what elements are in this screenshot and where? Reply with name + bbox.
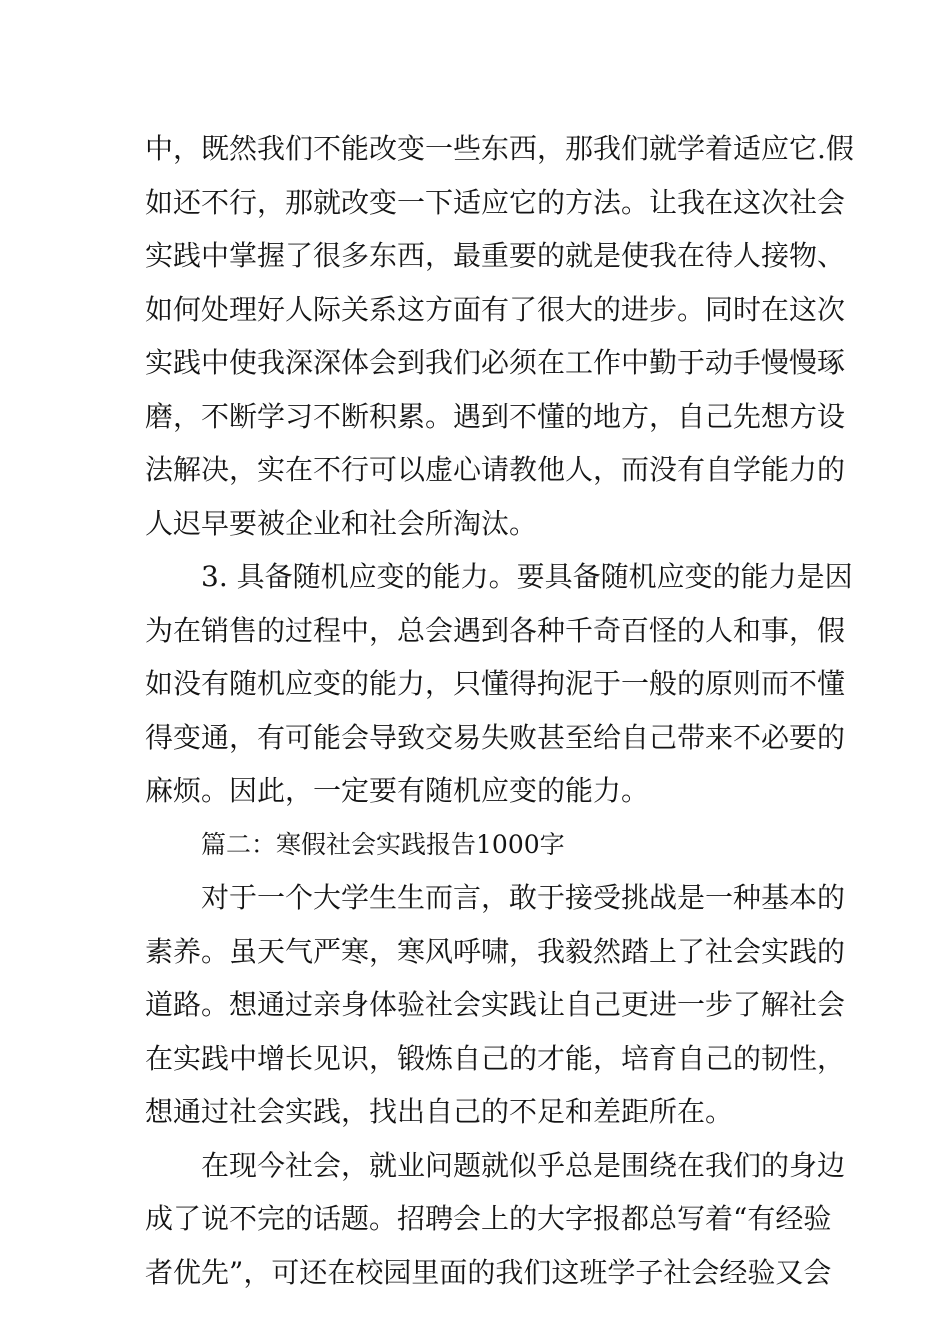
text-line: 素养。虽天气严寒，寒风呼啸，我毅然踏上了社会实践的: [145, 934, 846, 968]
text-line: 在实践中增长见识，锻炼自己的才能，培育自己的韧性，: [145, 1041, 846, 1075]
text-line: 实践中掌握了很多东西，最重要的就是使我在待人接物、: [145, 239, 846, 272]
text-line: 为在销售的过程中，总会遇到各种千奇百怪的人和事，假: [145, 613, 846, 647]
body-text: [145, 122, 854, 1299]
text-line: 中，既然我们不能改变一些东西，那我们就学着适应它.假: [145, 132, 854, 165]
section-heading: 篇二：寒假社会实践报告1000字: [201, 829, 565, 859]
text-line: 人迟早要被企业和社会所淘汰。: [145, 506, 538, 540]
text-line: 道路。想通过亲身体验社会实践让自己更进一步了解社会: [145, 988, 846, 1021]
text-line: 实践中使我深深体会到我们必须在工作中勤于动手慢慢琢: [145, 346, 846, 379]
text-line: 得变通，有可能会导致交易失败甚至给自己带来不必要的: [145, 720, 846, 754]
text-line: 想通过社会实践，找出自己的不足和差距所在。: [145, 1095, 734, 1128]
text-line: 成了说不完的话题。招聘会上的大字报都总写着“有经验: [145, 1202, 832, 1235]
text-line: 麻烦。因此，一定要有随机应变的能力。: [145, 774, 650, 807]
text-line: 对于一个大学生生而言，敢于接受挑战是一种基本的: [201, 881, 846, 914]
text-line: 在现今社会，就业问题就似乎总是围绕在我们的身边: [201, 1148, 846, 1182]
text-line: 如何处理好人际关系这方面有了很大的进步。同时在这次: [145, 292, 846, 326]
text-line: 者优先”，可还在校园里面的我们这班学子社会经验又会: [145, 1255, 832, 1289]
text-line: 法解决，实在不行可以虚心请教他人，而没有自学能力的: [145, 453, 846, 486]
text-line: 如还不行，那就改变一下适应它的方法。让我在这次社会: [145, 185, 846, 219]
text-line: 3. 具备随机应变的能力。要具备随机应变的能力是因: [201, 560, 853, 593]
text-line: 磨，不断学习不断积累。遇到不懂的地方，自己先想方设: [145, 399, 846, 433]
text-line: 如没有随机应变的能力，只懂得拘泥于一般的原则而不懂: [145, 667, 846, 700]
